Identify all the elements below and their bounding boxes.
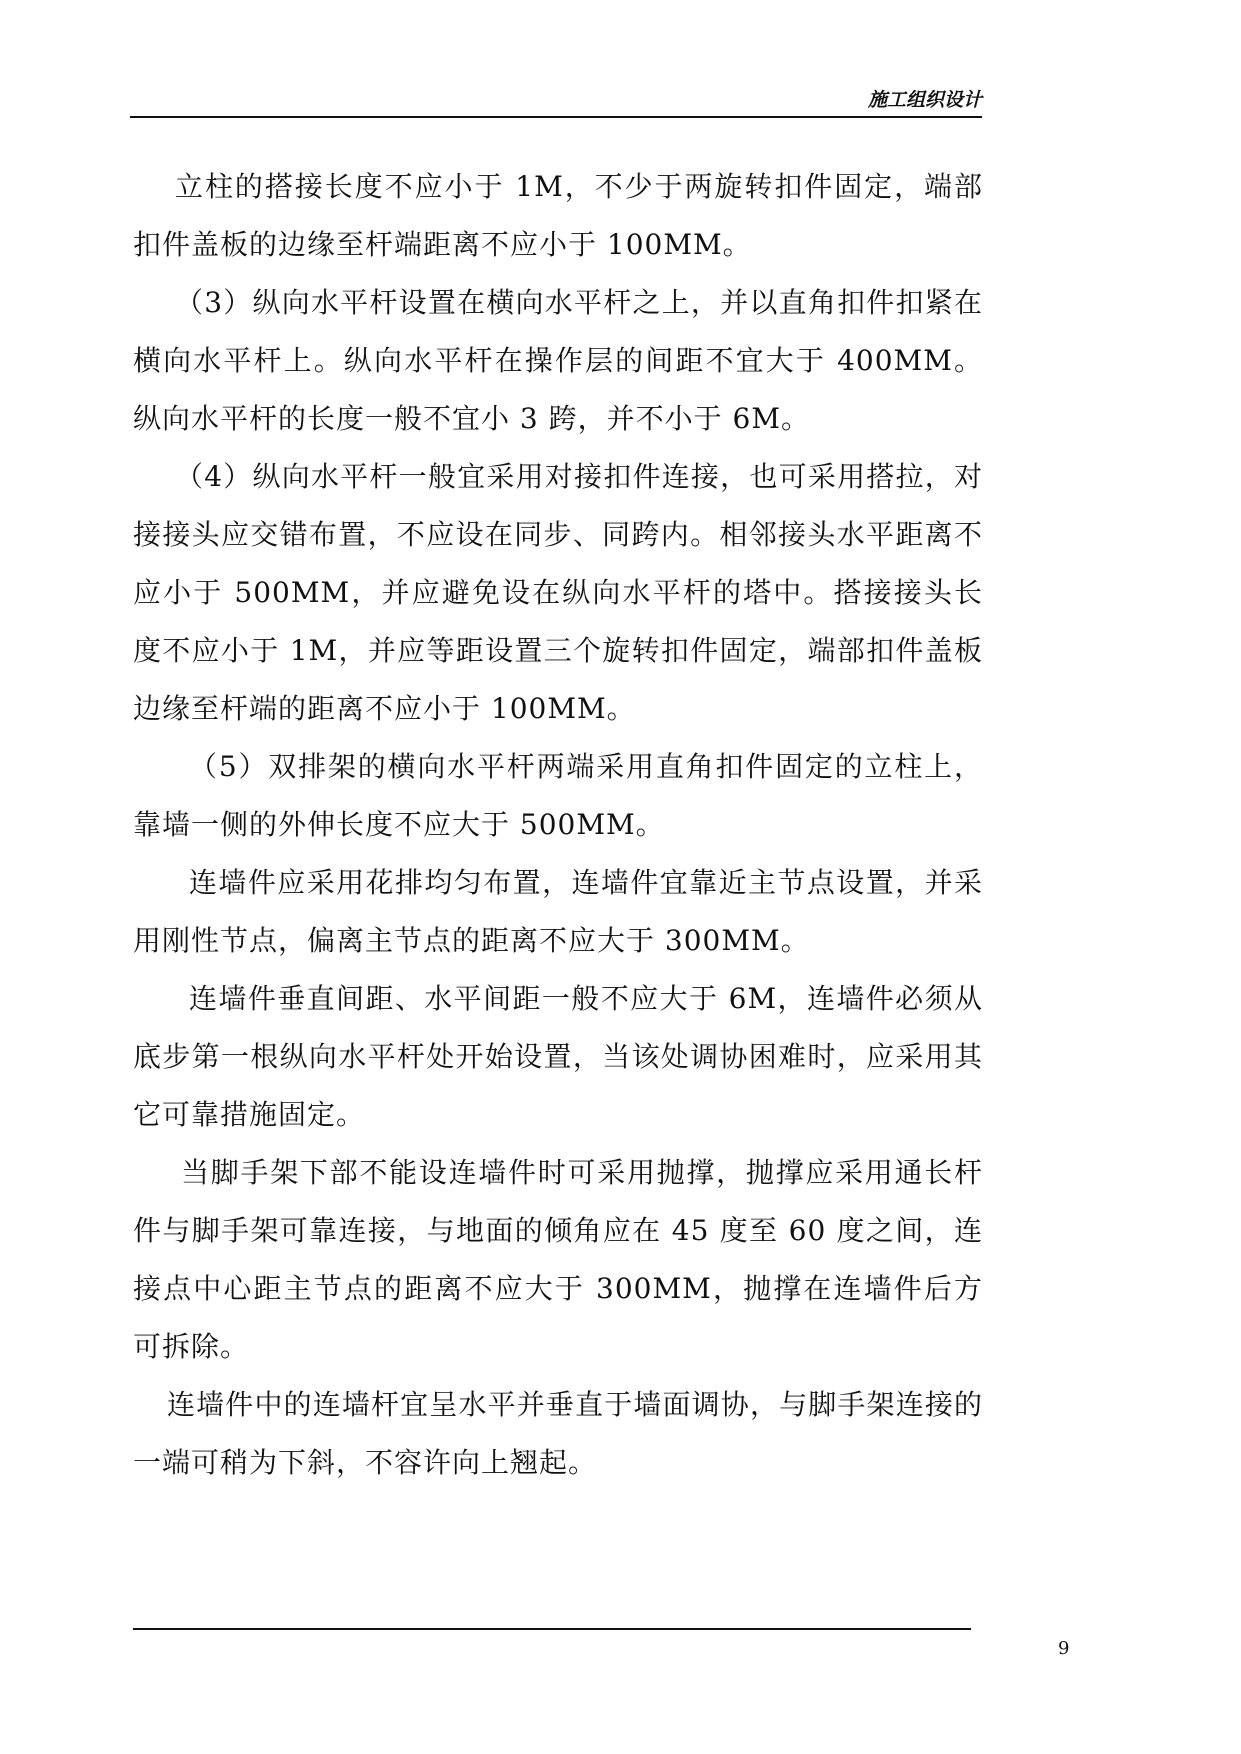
running-header-title: 施工组织设计: [867, 89, 982, 111]
paragraph-item-3-longitudinal-bar: （3）纵向水平杆设置在横向水平杆之上，并以直角扣件扣紧在横向水平杆上。纵向水平杆在操作层的间距不宜大于 400MM。纵向水平杆的长度一般不宜小 3 跨，并不小于 6M。: [133, 286, 983, 435]
document-body: [133, 158, 983, 1492]
paragraph-diagonal-brace: 当脚手架下部不能设连墙件时可采用抛撑，抛撑应采用通长杆件与脚手架可靠连接，与地面的倾角应在 45 度至 60 度之间，连接点中心距主节点的距离不应大于 300MM，抛撑在连墙件后方可拆除。: [133, 1156, 983, 1363]
paragraph-wall-tie-bar: 连墙件中的连墙杆宜呈水平并垂直于墙面调协，与脚手架连接的一端可稍为下斜，不容许向上翘起。: [133, 1388, 983, 1479]
page-number: 9: [1058, 1638, 1070, 1659]
paragraph-item-4-bar-joints: （4）纵向水平杆一般宜采用对接扣件连接，也可采用搭拉，对接接头应交错布置，不应设在同步、同跨内。相邻接头水平距离不应小于 500MM，并应避免设在纵向水平杆的塔中。搭接接头长度不应小于 1M，并应等距设置三个旋转扣件固定，端部扣件盖板边缘至杆端的距离不应小于 100MM。: [133, 460, 983, 725]
paragraph-item-5-double-row-frame: （5）双排架的横向水平杆两端采用直角扣件固定的立柱上，靠墙一侧的外伸长度不应大于 500MM。: [133, 750, 983, 841]
paragraph-wall-tie-spacing: 连墙件垂直间距、水平间距一般不应大于 6M，连墙件必须从底步第一根纵向水平杆处开始设置，当该处调协困难时，应采用其它可靠措施固定。: [133, 982, 983, 1131]
paragraph-upright-lap-length: 立柱的搭接长度不应小于 1M，不少于两旋转扣件固定，端部扣件盖板的边缘至杆端距离不应小于 100MM。: [133, 170, 983, 261]
header-divider: [130, 116, 982, 118]
paragraph-wall-tie-layout: 连墙件应采用花排均匀布置，连墙件宜靠近主节点设置，并采用刚性节点，偏离主节点的距离不应大于 300MM。: [133, 866, 983, 957]
footer-divider: [133, 1628, 971, 1630]
